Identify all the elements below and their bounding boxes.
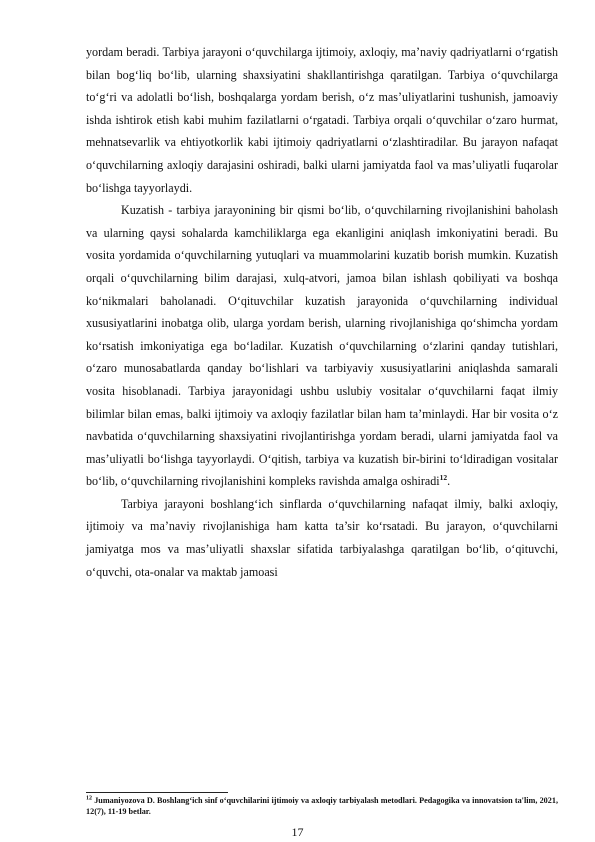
footnote-number: 12: [86, 795, 92, 802]
footnote-text: Jumaniyozova D. Boshlang‘ich sinf o‘quvchilarini ijtimoiy va axloqiy tarbiyalash metodlari. Pedagogika va innovatsion ta'lim, 2021, 12(7), 11-19 betlar.: [86, 796, 558, 817]
page-number: 17: [291, 825, 304, 839]
paragraph-3: Tarbiya jarayoni boshlang‘ich sinflarda o‘quvchilarning nafaqat ilmiy, balki axloqiy, ijtimoiy va ma’naviy rivojlanishiga ham katta ta’sir ko‘rsatadi. Bu jarayon, o‘quvchilarni jamiyatga mos va mas’uliyatli shaxslar sifatida tarbiyalashga qaratilgan bo‘lib, o‘qituvchi, o‘quvchi, ota-onalar va maktab jamoasi: [86, 496, 558, 579]
paragraph-1: yordam beradi. Tarbiya jarayoni o‘quvchilarga ijtimoiy, axloqiy, ma’naviy qadriyatlarni o‘rgatish bilan bog‘liq bo‘lib, ularning shaxsiyatini shakllantirishga qaratilgan. Tarbiya o‘quvchilarga to‘g‘ri va adolatli bo‘lish, boshqalarga yordam berish, o‘z mas’uliyatlarini tushunish, jamoaviy ishda ishtirok etish kabi muhim fazilatlarni o‘rgatadi. Tarbiya orqali o‘quvchilar o‘zaro hurmat, mehnatsevarlik va ehtiyotkorlik kabi ijtimoiy qadriyatlarni o‘zlashtiradilar. Bu jarayon nafaqat o‘quvchilarning axloqiy darajasini oshiradi, balki ularni jamiyatda faol va mas’uliyatli fuqarolar bo‘lishga tayyorlaydi.: [86, 45, 558, 195]
footnote: [86, 795, 558, 817]
footnote-reference[interactable]: 12: [439, 473, 448, 483]
paragraph-2-text: Kuzatish - tarbiya jarayonining bir qismi bo‘lib, o‘quvchilarning rivojlanishini baholash va ularning qaysi sohalarda kamchiliklarga ega ekanligini aniqlash imkoniyatini beradi. Bu vosita yordamida o‘quvchilarning yutuqlari va muammolarini kuzatib borish mumkin. Kuzatish orqali o‘quvchilarning bilim darajasi, xulq-atvori, jamoa bilan ishlash qobiliyati va boshqa ko‘nikmalari baholanadi. O‘qituvchilar kuzatish jarayonida o‘quvchilarning individual xususiyatlarini inobatga olib, ularga yordam berish, ularning rivojlanishiga qo‘shimcha yordam ko‘rsatish imkoniyatiga ega bo‘ladilar. Kuzatish o‘quvchilarning o‘zlarini qanday tutishlari, o‘zaro munosabatlarda qanday bo‘lishlari va tarbiyaviy xususiyatlarini aniqlashda samarali vosita hisoblanadi. Tarbiya jarayonidagi ushbu uslubiy vositalar o‘quvchilarni faqat ilmiy bilimlar bilan emas, balki ijtimoiy va axloqiy fazilatlar bilan ham ta’minlaydi. Har bir vosita o‘z navbatida o‘quvchilarning shaxsiyatini rivojlantirishga yordam beradi, ularni jamiyatda faol va mas’uliyatli bo‘lishga tayyorlaydi. O‘qitish, tarbiya va kuzatish bir-birini to‘ldiradigan vositalar bo‘lib, o‘quvchilarning rivojlanishini kompleks ravishda amalga oshiradi: [86, 203, 558, 489]
paragraph-2-end: .: [447, 474, 451, 489]
body-text: [86, 41, 558, 583]
paragraph-2: [86, 199, 558, 493]
footnote-separator: [86, 792, 228, 793]
